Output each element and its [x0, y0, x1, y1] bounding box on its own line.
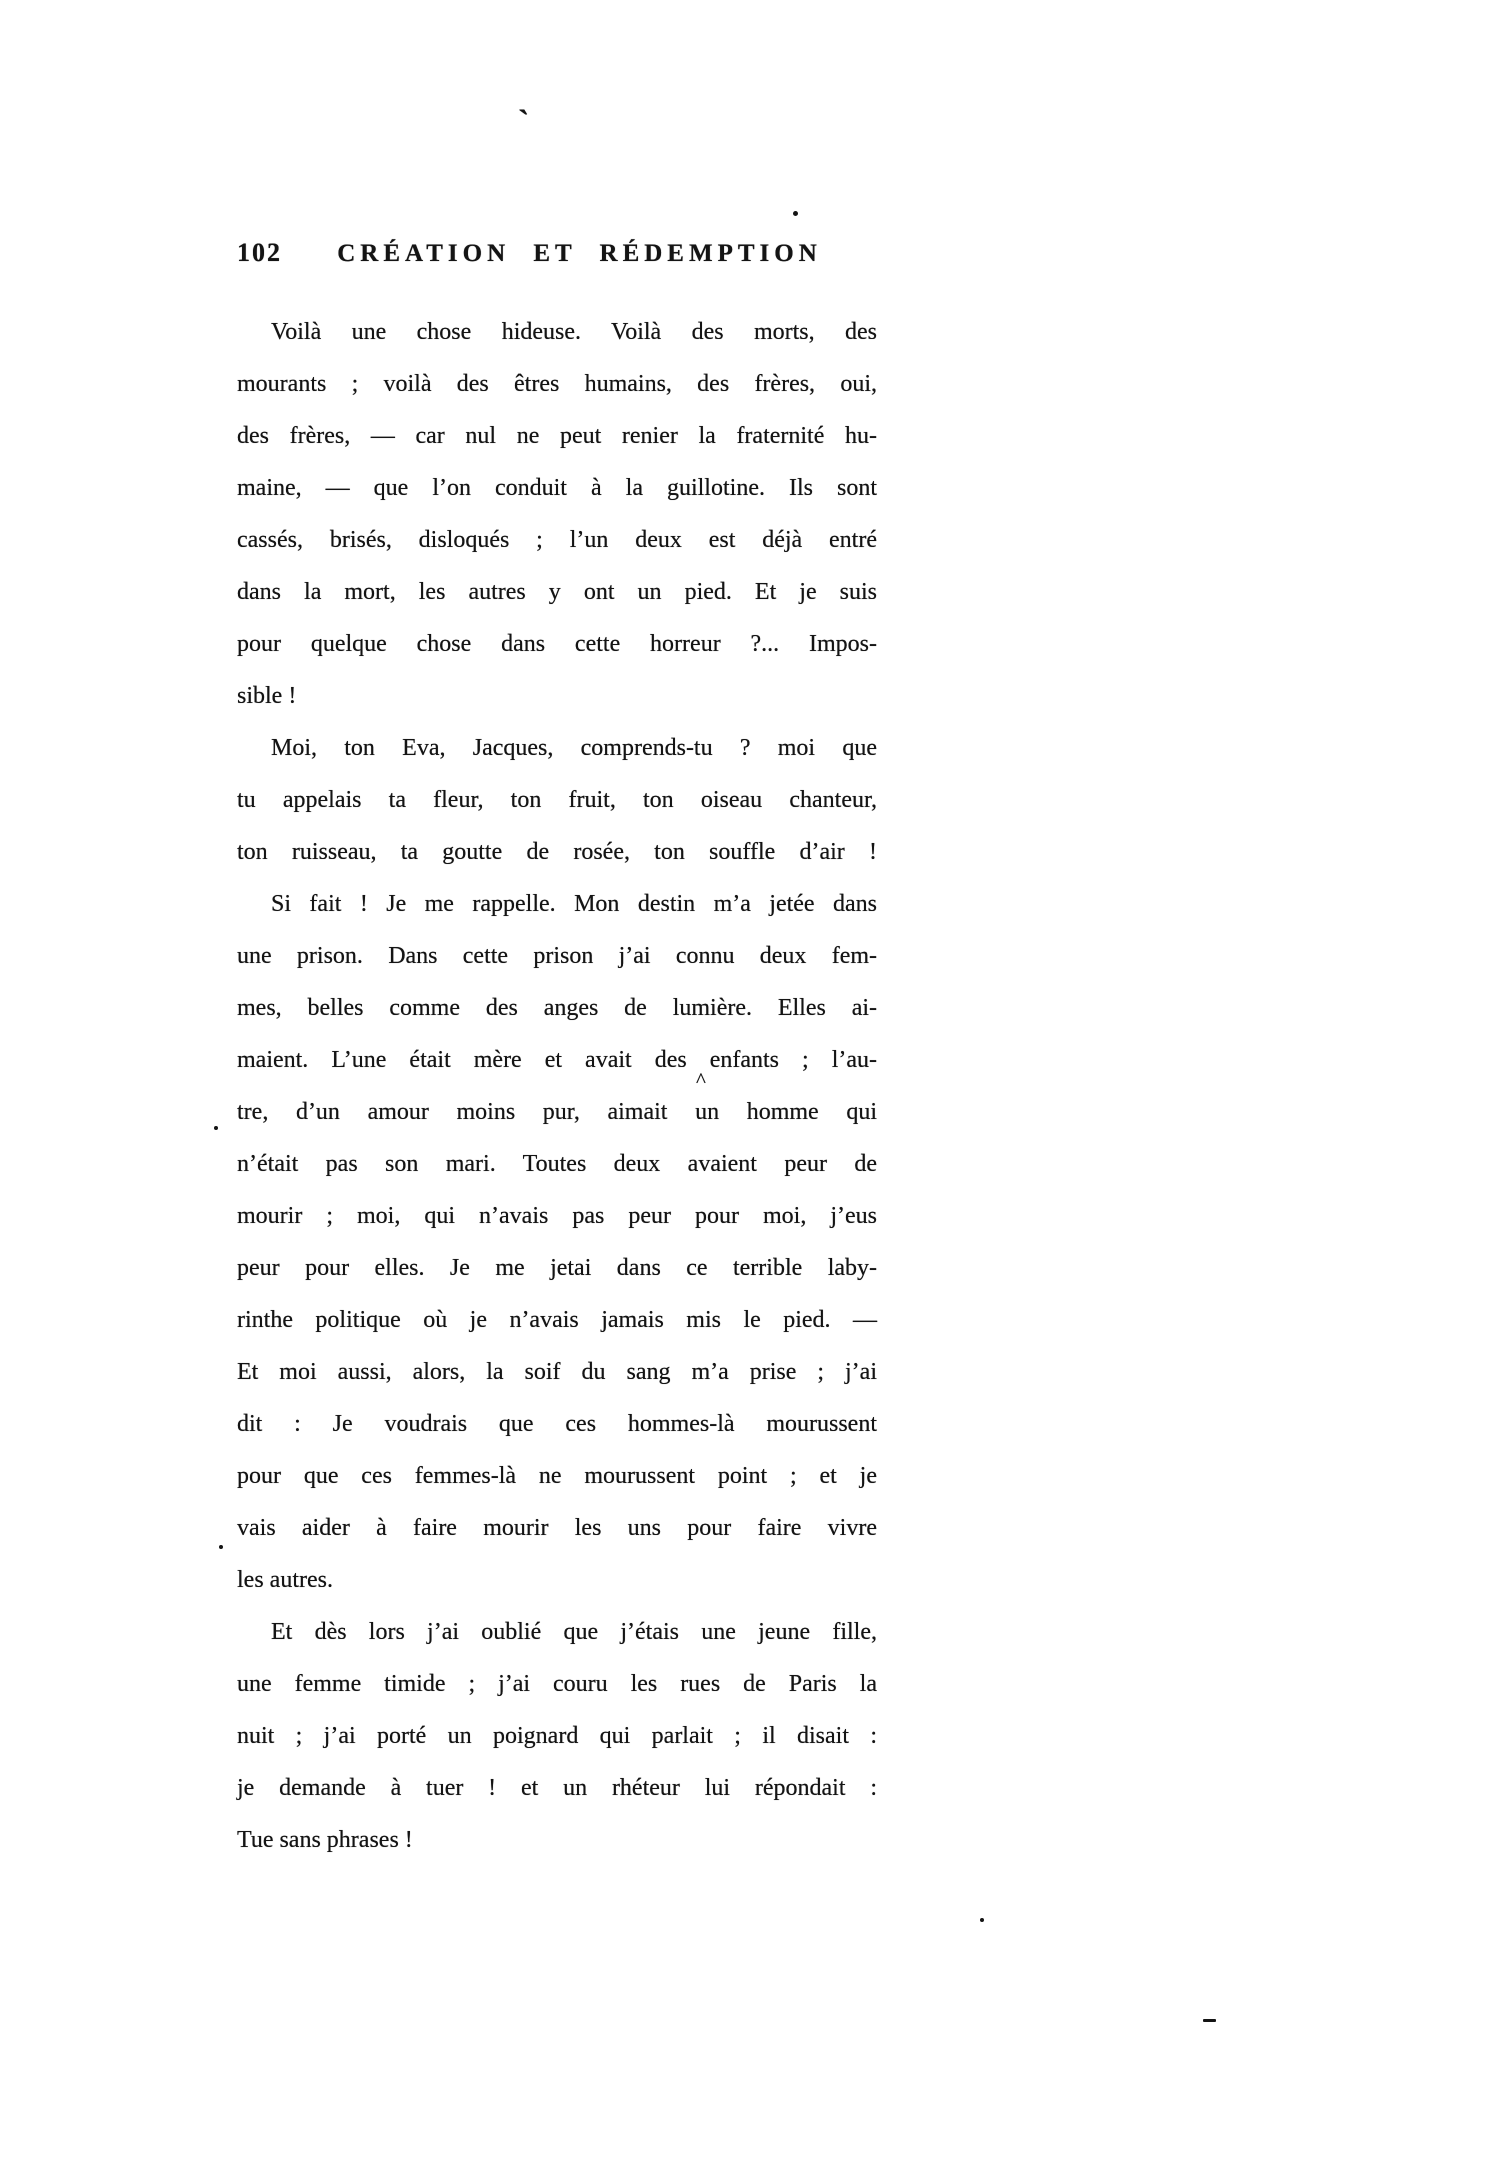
text-line: maine, — que l’on conduit à la guillotine. Ils sont [237, 475, 877, 501]
text-line: Tue sans phrases ! [237, 1827, 413, 1853]
running-title: CRÉATION ET RÉDEMPTION [337, 240, 822, 267]
text-line: ton ruisseau, ta goutte de rosée, ton souffle d’air ! [237, 839, 877, 865]
text-line: les autres. [237, 1567, 333, 1593]
running-header [237, 238, 877, 272]
text-line: maient. L’une était mère et avait des enfants ; l’au- [237, 1047, 877, 1073]
text-line: Moi, ton Eva, Jacques, comprends-tu ? moi que [271, 735, 877, 761]
text-line: pour quelque chose dans cette horreur ?... Impos- [237, 631, 877, 657]
text-line: sible ! [237, 683, 297, 709]
page-number: 102 [237, 238, 282, 267]
text-line: je demande à tuer ! et un rhéteur lui répondait : [237, 1775, 877, 1801]
proofreader-caret-mark: ^ [696, 1068, 706, 1092]
ink-speck [980, 1918, 984, 1922]
text-line: Voilà une chose hideuse. Voilà des morts, des [271, 319, 877, 345]
ink-dash-mark [1203, 2019, 1216, 2022]
text-line: mourir ; moi, qui n’avais pas peur pour moi, j’eus [237, 1203, 877, 1229]
running-title-wrap [282, 240, 877, 268]
stray-accent-mark: ˋ [518, 104, 530, 141]
text-line: mourants ; voilà des êtres humains, des frères, oui, [237, 371, 877, 397]
text-line: une prison. Dans cette prison j’ai connu deux fem- [237, 943, 877, 969]
text-line: n’était pas son mari. Toutes deux avaient peur de [237, 1151, 877, 1177]
text-line: dit : Je voudrais que ces hommes-là mourussent [237, 1411, 877, 1437]
ink-speck [793, 211, 798, 216]
paragraph-3 [237, 878, 877, 1606]
text-line: dans la mort, les autres y ont un pied. Et je suis [237, 579, 877, 605]
text-line: rinthe politique où je n’avais jamais mis le pied. — [237, 1307, 877, 1333]
text-line: vais aider à faire mourir les uns pour faire vivre [237, 1515, 877, 1541]
text-line: Et moi aussi, alors, la soif du sang m’a prise ; j’ai [237, 1359, 877, 1385]
text-line: cassés, brisés, disloqués ; l’un deux est déjà entré [237, 527, 877, 553]
text-line: pour que ces femmes-là ne mourussent point ; et je [237, 1463, 877, 1489]
text-column [237, 306, 877, 1866]
ink-speck [219, 1545, 223, 1549]
text-line: Et dès lors j’ai oublié que j’étais une jeune fille, [271, 1619, 877, 1645]
paragraph-1 [237, 306, 877, 722]
text-line: peur pour elles. Je me jetai dans ce terrible laby- [237, 1255, 877, 1281]
text-line: mes, belles comme des anges de lumière. Elles ai- [237, 995, 877, 1021]
text-line: tu appelais ta fleur, ton fruit, ton oiseau chanteur, [237, 787, 877, 813]
paragraph-4 [237, 1606, 877, 1866]
text-line: nuit ; j’ai porté un poignard qui parlait ; il disait : [237, 1723, 877, 1749]
text-line: Si fait ! Je me rappelle. Mon destin m’a jetée dans [271, 891, 877, 917]
text-line: une femme timide ; j’ai couru les rues de Paris la [237, 1671, 877, 1697]
text-line: des frères, — car nul ne peut renier la fraternité hu- [237, 423, 877, 449]
text-line: tre, d’un amour moins pur, aimait un homme qui [237, 1099, 877, 1125]
paragraph-2 [237, 722, 877, 878]
ink-speck [214, 1126, 218, 1130]
